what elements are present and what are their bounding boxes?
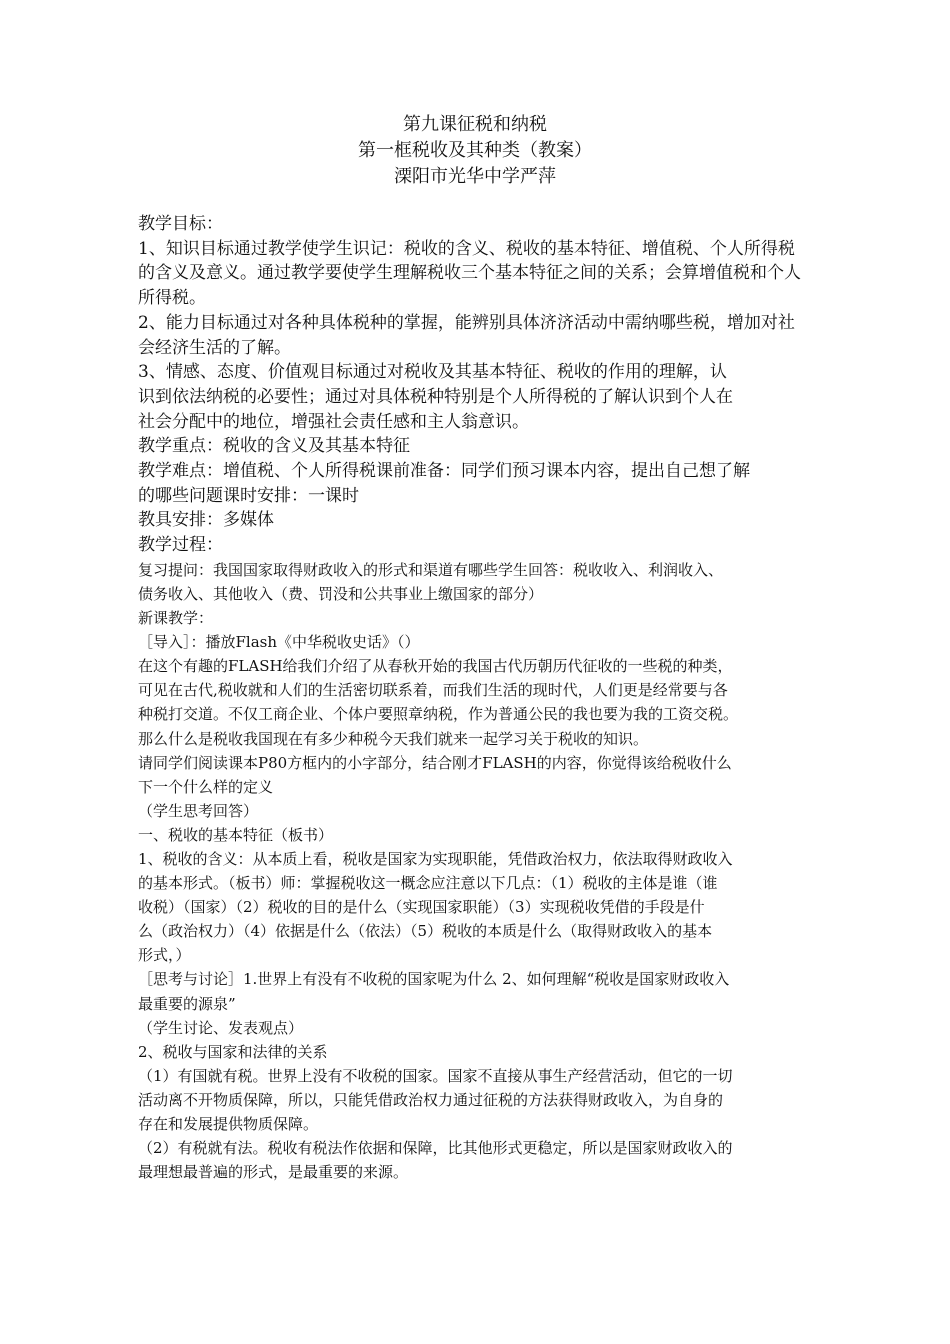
text-line: 1、知识目标通过教学使学生识记：税收的含义、税收的基本特征、增值税、个人所得税	[138, 238, 795, 259]
text-line: 会经济生活的了解。	[138, 337, 291, 358]
text-line: 识到依法纳税的必要性；通过对具体税种特别是个人所得税的了解认识到个人在	[138, 386, 733, 407]
text-line: 活动离不开物质保障，所以，只能凭借政治权力通过征税的方法获得财政收入，为自身的	[138, 1090, 724, 1109]
text-line: （学生思考回答）	[138, 801, 259, 820]
text-line: 存在和发展提供物质保障。	[138, 1115, 319, 1133]
text-line: 种税打交道。不仅工商企业、个体户要照章纳税，作为普通公民的我也要为我的工资交税。	[138, 705, 739, 724]
text-line: 么（政治权力）（4）依据是什么（依法）（5）税收的本质是什么（取得财政收入的基本	[138, 922, 713, 941]
text-line: 社会分配中的地位，增强社会责任感和主人翁意识。	[138, 411, 529, 432]
goals-heading: 教学目标：	[138, 214, 223, 234]
text-line: （1）有国就有税。世界上没有不收税的国家。国家不直接从事生产经营活动，但它的一切	[138, 1066, 733, 1085]
text-line: 最理想最普遍的形式，是最重要的来源。	[138, 1163, 409, 1182]
section-heading: 2、税收与国家和法律的关系	[138, 1042, 328, 1061]
text-line: 那么什么是税收我国现在有多少种税今天我们就来一起学习关于税收的知识。	[138, 729, 649, 748]
text-line: 1、税收的含义：从本质上看，税收是国家为实现职能，凭借政治权力，依法取得财政收入	[138, 849, 733, 868]
text-line: （学生讨论、发表观点）	[138, 1018, 304, 1037]
lesson-title: 第九课征税和纳税	[403, 114, 547, 135]
text-line: ［导入］：播放Flash《中华税收史话》（）	[138, 633, 420, 652]
text-line: 的含义及意义。通过教学要使学生理解税收三个基本特征之间的关系；会算增值税和个人	[138, 263, 801, 284]
text-line: 教学难点：增值税、个人所得税课前准备：同学们预习课本内容，提出自己想了解	[138, 461, 750, 482]
author-line: 溧阳市光华中学严萍	[394, 166, 556, 187]
text-line: 请同学们阅读课本P80方框内的小字部分，结合刚才FLASH的内容，你觉得该给税收什么	[138, 753, 732, 772]
title-block	[0, 112, 950, 190]
text-line: 形式，）	[138, 946, 191, 965]
text-line: 的哪些问题课时安排：一课时	[138, 485, 359, 506]
text-line: 最重要的源泉”	[138, 994, 236, 1013]
text-line: （2）有税就有法。税收有税法作依据和保障，比其他形式更稳定，所以是国家财政收入的	[138, 1139, 733, 1158]
text-line: 2、能力目标通过对各种具体税种的掌握，能辨别具体济济活动中需纳哪些税，增加对社	[138, 312, 795, 333]
section-heading: 一、税收的基本特征（板书）	[138, 825, 334, 844]
text-line: 的基本形式。（板书）师：掌握税收这一概念应注意以下几点：（1）税收的主体是谁（谁	[138, 874, 718, 893]
tools-line: 教具安排：多媒体	[138, 510, 274, 531]
text-line: 新课教学：	[138, 609, 214, 628]
text-line: 收税）（国家）（2）税收的目的是什么（实现国家职能）（3）实现税收凭借的手段是什	[138, 898, 705, 917]
lesson-subtitle: 第一框税收及其种类（教案）	[358, 140, 592, 161]
text-line: 可见在古代,税收就和人们的生活密切联系着，而我们生活的现时代，人们更是经常要与各	[138, 681, 728, 700]
text-line: 所得税。	[138, 288, 206, 309]
text-line: 在这个有趣的FLASH给我们介绍了从春秋开始的我国古代历朝历代征收的一些税的种类，	[138, 657, 733, 676]
document-body	[138, 212, 818, 1184]
text-line: 3、情感、态度、价值观目标通过对税收及其基本特征、税收的作用的理解，认	[138, 362, 727, 383]
text-line: 复习提问：我国国家取得财政收入的形式和渠道有哪些学生回答：税收收入、利润收入、	[138, 560, 724, 579]
text-line: 债务收入、其他收入（费、罚没和公共事业上缴国家的部分）	[138, 584, 544, 603]
key-point: 教学重点：税收的含义及其基本特征	[138, 436, 410, 457]
process-heading: 教学过程：	[138, 535, 223, 556]
text-line: ［思考与讨论］1.世界上有没有不收税的国家呢为什么 2、如何理解“税收是国家财政收入	[138, 970, 730, 989]
text-line: 下一个什么样的定义	[138, 777, 274, 796]
